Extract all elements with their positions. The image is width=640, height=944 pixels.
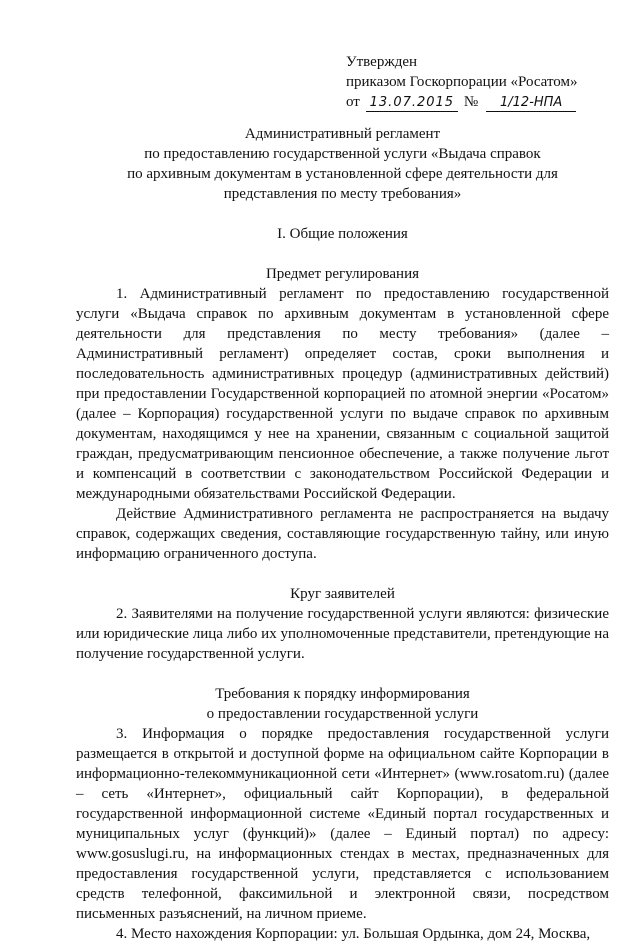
subsection-heading: Требования к порядку информирования: [215, 686, 470, 702]
approval-block: [346, 52, 626, 112]
number-prefix: №: [463, 94, 479, 110]
paragraph: 4. Место нахождения Корпорации: ул. Большая Ордынка, дом 24, Москва,: [116, 926, 591, 942]
handwritten-number: 1/12-НПА: [486, 95, 576, 112]
paragraph: 1. Административный регламент по предоставлению государственной услуги «Выдача справок по архивным документам в установленной сфере деятельности для представления по месту требования» (далее – Административный регламент) определяет состав, сроки выполнения и последовательность административных процедур (административных действий) при предоставлении Государственной корпорацией по атомной энергии «Росатом» (далее – Корпорация) государственной услуги по выдаче справок по архивным документам, находящимся у нее на хранении, связанным с социальной защитой граждан, предусматривающим пенсионное обеспечение, а также получение льгот и компенсаций в соответствии с законодательством Российской Федерации и международными обязательствами Российской Федерации.: [76, 286, 609, 502]
title-line: представления по месту требования»: [223, 186, 462, 202]
subsection-heading: Круг заявителей: [290, 586, 395, 602]
handwritten-date: 13.07.2015: [366, 95, 458, 112]
title-line: Административный регламент: [244, 126, 441, 142]
paragraph: 3. Информация о порядке предоставления государственной услуги размещается в открытой и доступной форме на официальном сайте Корпорации в информационно-телекоммуникационной сети «Интернет» (www.rosatom.ru) (далее – сеть «Интернет», официальный сайт Корпорации), в федеральной государственной информационной системе «Единый портал государственных и муниципальных услуг (функций)» (далее – Единый портал) по адресу: www.gosuslugi.ru, на информационных стендах в местах, предназначенных для предоставления государственной услуги, представляется с использованием средств телефонной, факсимильной и электронной связи, посредством письменных разъяснений, на личном приеме.: [76, 726, 609, 922]
title-line: по архивным документам в установленной сфере деятельности для: [127, 166, 558, 182]
paragraph: Действие Административного регламента не распространяется на выдачу справок, содержащих сведения, составляющие государственную тайну, или иную информацию ограниченного доступа.: [76, 506, 609, 562]
section-heading: I. Общие положения: [277, 226, 408, 242]
approval-line-date-number: [346, 92, 626, 112]
document-title: [76, 124, 609, 204]
approval-line-order: приказом Госкорпорации «Росатом»: [346, 74, 578, 90]
date-prefix: от: [346, 94, 360, 110]
title-line: по предоставлению государственной услуги «Выдача справок: [144, 146, 541, 162]
paragraph: 2. Заявителями на получение государственной услуги являются: физические или юридические лица либо их уполномоченные представители, претендующие на получение государственной услуги.: [76, 606, 609, 662]
subsection-heading: Предмет регулирования: [265, 266, 420, 282]
document-body: [76, 124, 609, 944]
approval-line-approved: Утвержден: [346, 54, 418, 70]
subsection-heading: о предоставлении государственной услуги: [206, 706, 479, 722]
